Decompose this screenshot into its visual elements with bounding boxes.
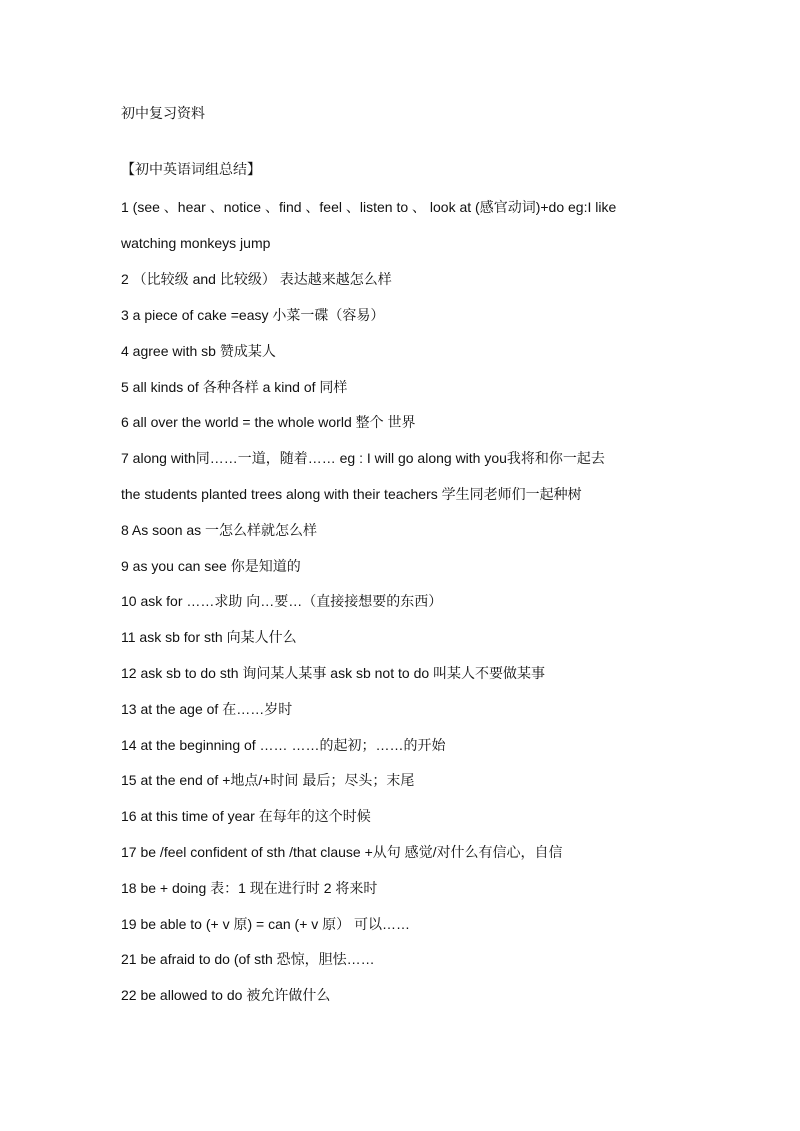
list-item: the students planted trees along with their teachers 学生同老师们一起种树 [121,486,582,502]
section-title: 【初中英语词组总结】 [121,163,261,178]
list-item: 15 at the end of +地点/+时间 最后；尽头；末尾 [121,772,415,788]
list-item: 19 be able to (+ v 原) = can (+ v 原） 可以…… [121,916,411,932]
list-item: 14 at the beginning of …… ……的起初；……的开始 [121,737,446,753]
list-item: 5 all kinds of 各种各样 a kind of 同样 [121,379,348,395]
document-heading: 初中复习资料 [121,107,205,122]
list-item: 17 be /feel confident of sth /that clause +从句 感觉/对什么有信心，自信 [121,844,563,860]
list-item: 6 all over the world = the whole world 整个 世界 [121,414,416,430]
list-item: 18 be + doing 表：1 现在进行时 2 将来时 [121,880,378,896]
list-item: 4 agree with sb 赞成某人 [121,343,276,359]
list-item: 22 be allowed to do 被允许做什么 [121,987,331,1003]
list-item: watching monkeys jump [121,235,271,251]
list-item: 9 as you can see 你是知道的 [121,558,301,574]
list-item: 2 （比较级 and 比较级） 表达越来越怎么样 [121,271,392,287]
list-item: 8 As soon as 一怎么样就怎么样 [121,522,318,538]
list-item: 10 ask for ……求助 向…要…（直接接想要的东西） [121,593,443,609]
list-item: 3 a piece of cake =easy 小菜一碟（容易） [121,307,385,323]
list-item: 21 be afraid to do (of sth 恐惊，胆怯…… [121,951,375,967]
list-item: 16 at this time of year 在每年的这个时候 [121,808,371,824]
list-item: 11 ask sb for sth 向某人什么 [121,629,297,645]
list-item: 13 at the age of 在……岁时 [121,701,293,717]
list-item: 7 along with同……一道，随着…… eg : I will go along with you我将和你一起去 [121,450,605,466]
list-item: 1 (see 、hear 、notice 、find 、feel 、listen to 、 look at (感官动词)+do eg:I like [121,199,617,215]
list-item: 12 ask sb to do sth 询问某人某事 ask sb not to do 叫某人不要做某事 [121,665,546,681]
